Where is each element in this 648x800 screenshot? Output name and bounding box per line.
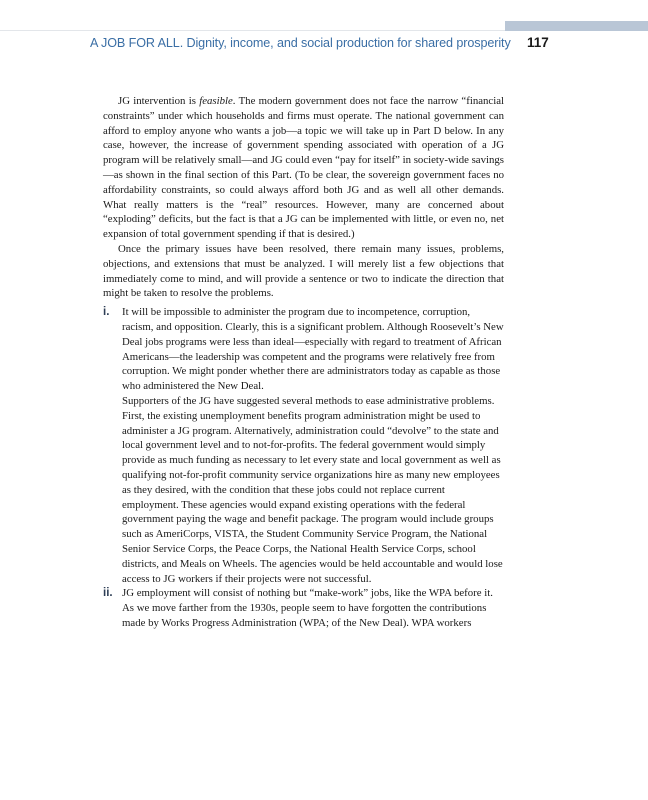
- paragraph-text: JG intervention is: [118, 95, 200, 107]
- objection-response: Supporters of the JG have suggested several methods to ease administrative problems. First, the existing unemployment benefits program administration might be used to administer a JG program. Alternatively, administration could “devolve” to the state and local government level and to not-for-profits. The federal government would simply provide as much funding as necessary to let every state and local government as well as qualifying not-for-profit community service organizations hire as many new employees as they desired, with the condition that these jobs could not replace current employment. These agencies would expand existing operations with the federal government paying the wage and benefit package. The program would include groups such as AmeriCorps, VISTA, the Student Community Service Program, the National Senior Service Corps, the Peace Corps, the National Health Service Corps, school districts, and Meals on Wheels. The agencies would be held accountable and would lose access to JG workers if their projects were not successful.: [122, 394, 503, 585]
- objections-list: [103, 305, 504, 631]
- objection-response: As we move farther from the 1930s, people seem to have forgotten the contributions made by Works Progress Administration (WPA; of the New Deal). WPA workers: [122, 602, 487, 629]
- header-accent-bar: [505, 21, 648, 31]
- running-title: A JOB FOR ALL. Dignity, income, and social production for shared prosperity: [90, 36, 511, 50]
- objection-statement: JG employment will consist of nothing but “make-work” jobs, like the WPA before it.: [122, 587, 493, 600]
- page-number: 117: [527, 35, 549, 50]
- list-item: [103, 305, 504, 586]
- objection-statement: It will be impossible to administer the program due to incompetence, corruption, racism, and opposition. Clearly, this is a significant problem. Although Roosevelt’s New Deal jobs programs were less than ideal—especially with regard to treatment of African Americans—the leadership was competent and the programs were relatively free from corruption. We might ponder whether there are administrators today as capable as those who administered the New Deal.: [122, 306, 504, 393]
- paragraph-text: . The modern government does not face the narrow “financial constraints” under which households and firms must operate. The national government can afford to employ anyone who wants a job—a topic we will take up in Part D below. In any case, however, the increase of government spending associated with operation of a JG program will be relatively small—and JG could even “pay for itself” in society-wide savings—as shown in the final section of this Part. (To be clear, the sovereign government faces no affordability constraints, so could always afford both JG and as well all other demands. What really matters is the “real” resources. However, many are concerned about “exploding” deficits, but the fact is that a JG can be implemented with little, or even no, net expansion of total government spending if that is desired.): [103, 95, 504, 241]
- paragraph-feasibility: [103, 94, 504, 242]
- list-marker: i.: [103, 306, 110, 319]
- list-item: [103, 586, 504, 630]
- body-text: [103, 94, 504, 631]
- paragraph-objections-intro: Once the primary issues have been resolved, there remain many issues, problems, objections, and extensions that must be analyzed. I will merely list a few objections that immediately come to mind, and will provide a sentence or two to indicate the direction that might be taken to resolve the problems.: [103, 242, 504, 300]
- emphasis-feasible: feasible: [199, 95, 233, 107]
- list-marker: ii.: [103, 587, 113, 600]
